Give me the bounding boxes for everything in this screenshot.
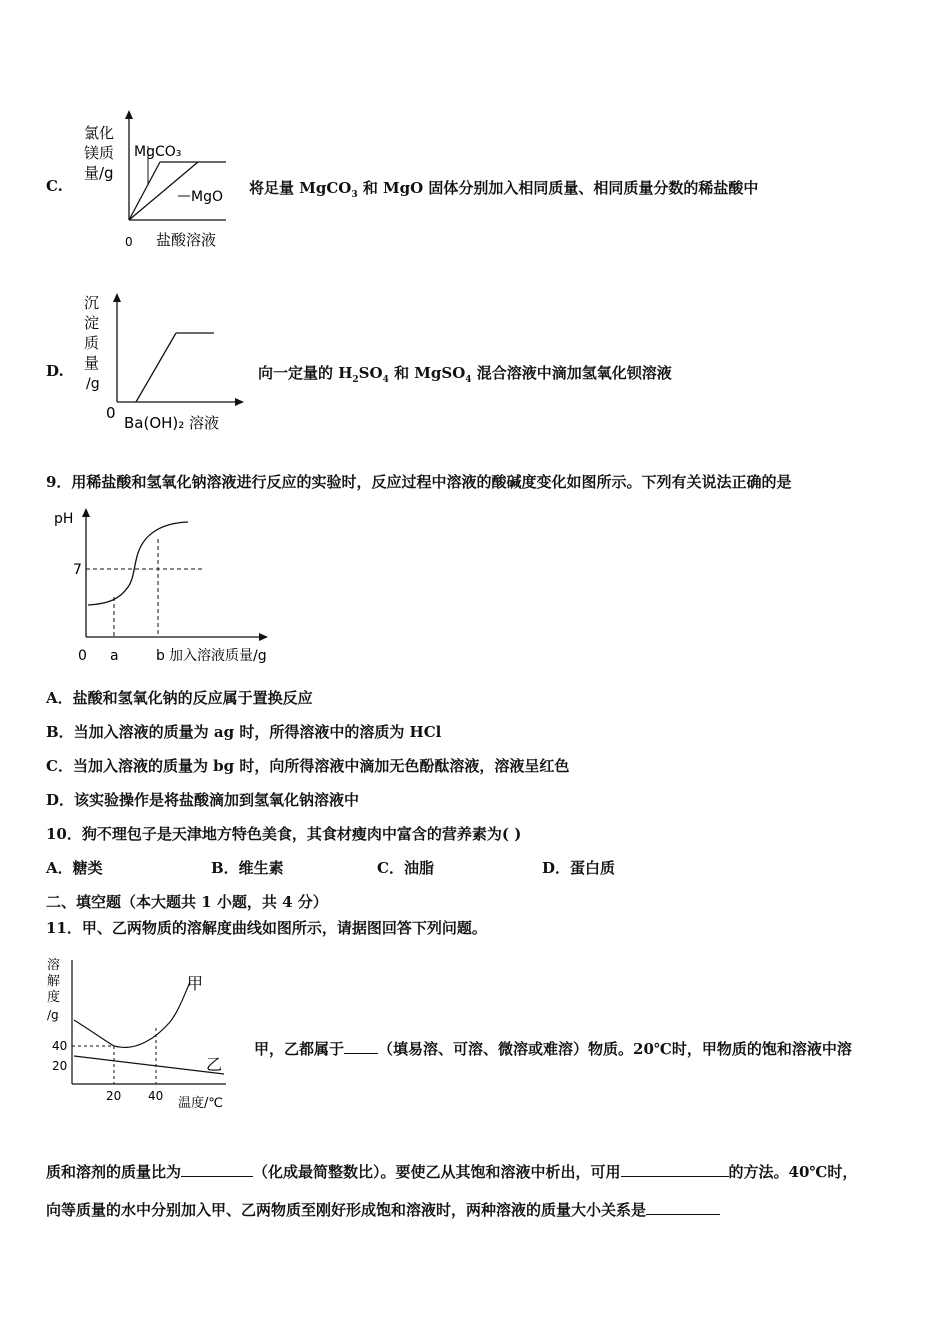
q11-blank-3[interactable] [621,1162,729,1177]
option-d-graph [78,288,258,438]
q11-blank-4[interactable] [646,1200,720,1215]
q11-ylabel-2: 解 [47,974,61,989]
d-line-rise [136,333,176,402]
option-d-letter: D. [46,362,64,380]
d-ylabel-2: 淀 [84,314,100,332]
q9-option-c: C．当加入溶液的质量为 bg 时，向所得溶液中滴加无色酚酞溶液，溶液呈红色 [46,757,570,775]
c-line-mgco3 [129,162,160,220]
d-ylabel-3: 质 [84,334,100,352]
q11-curve-yi [74,1056,224,1074]
q11-xlabel: 温度/℃ [178,1096,223,1111]
q11-stem: 11．甲、乙两物质的溶解度曲线如图所示，请据图回答下列问题。 [46,919,487,937]
c-ylabel-1: 氯化 [84,124,115,142]
q9-tick-7: 7 [73,562,82,578]
d-ylabel-1: 沉 [84,294,100,312]
q9-ph-graph [48,505,298,670]
c-origin: 0 [125,235,133,249]
q9-x-arrow [259,633,268,641]
c-series-mgo: MgO [191,189,223,205]
q9-option-b: B．当加入溶液的质量为 ag 时，所得溶液中的溶质为 HCl [46,723,442,741]
option-c-letter: C. [46,177,63,195]
option-d-text: 向一定量的 $H_2SO_4$ 和 MgSO$_4$ 混合溶液中滴加氢氧化钡溶液 [258,364,672,385]
q11-tick-y40: 40 [52,1039,68,1053]
q9-ylabel: pH [54,511,74,527]
q10-option-c: C．油脂 [377,859,434,877]
q9-tick-a: a [110,648,119,664]
q11-curve-jia [74,982,190,1047]
c-line-mgo [129,162,198,220]
q11-line-1: 甲，乙都属于 （填易溶、可溶、微溶或难溶）物质。20℃时，甲物质的饱和溶液中溶 [254,1040,852,1058]
c-ylabel-2: 镁质 [84,144,115,162]
q10-option-d: D．蛋白质 [542,859,616,877]
q11-label-jia: 甲 [187,974,204,993]
q9-option-a: A．盐酸和氢氧化钠的反应属于置换反应 [46,689,313,707]
option-c-graph [78,108,248,253]
d-origin: 0 [106,404,116,422]
q11-tick-x40: 40 [148,1089,164,1103]
section-2-heading: 二、填空题（本大题共 1 小题，共 4 分） [46,893,328,911]
q9-stem: 9．用稀盐酸和氢氧化钠溶液进行反应的实验时，反应过程中溶液的酸碱度变化如图所示。下列有关说法正确的是 [46,473,792,491]
q9-ph-curve [88,522,188,605]
q11-tick-y20: 20 [52,1059,68,1073]
d-x-arrow [235,398,244,406]
c-xlabel: 盐酸溶液 [156,231,217,249]
q9-origin: 0 [78,648,87,664]
q11-label-yi: 乙 [206,1055,223,1074]
c-ylabel-3: 量/g [84,164,114,182]
q10-stem: 10．狗不理包子是天津地方特色美食，其食材瘦肉中富含的营养素为( ) [46,825,522,843]
q11-ylabel-4: /g [47,1008,59,1022]
q11-tick-x20: 20 [106,1089,122,1103]
q11-solubility-graph [44,952,244,1114]
q9-option-d: D．该实验操作是将盐酸滴加到氢氧化钠溶液中 [46,791,360,809]
d-ylabel-5: /g [86,376,100,392]
q11-line-2: 质和溶剂的质量比为 （化成最简整数比）。要使乙从其饱和溶液中析出，可用 的方法。40℃时， [46,1163,858,1181]
q10-option-a: A．糖类 [46,859,103,877]
d-y-arrow [113,293,121,302]
q11-blank-1[interactable] [344,1039,378,1054]
d-ylabel-4: 量 [84,354,100,372]
q9-y-arrow [82,508,90,517]
q10-option-b: B．维生素 [211,859,284,877]
q11-line-3: 向等质量的水中分别加入甲、乙两物质至刚好形成饱和溶液时，两种溶液的质量大小关系是 [46,1199,720,1220]
q11-ylabel-1: 溶 [47,958,61,973]
q9-tick-b: b [156,648,165,664]
option-c-text: 将足量 MgCO$_3$ 和 MgO 固体分别加入相同质量、相同质量分数的稀盐酸中 [249,179,759,200]
q11-ylabel-3: 度 [47,990,61,1005]
c-y-arrow [125,110,133,119]
c-series-mgco3: MgCO₃ [134,144,182,160]
d-xlabel: Ba(OH)₂ 溶液 [124,414,220,432]
q9-xlabel: 加入溶液质量/g [169,648,267,664]
q11-blank-2[interactable] [181,1162,253,1177]
